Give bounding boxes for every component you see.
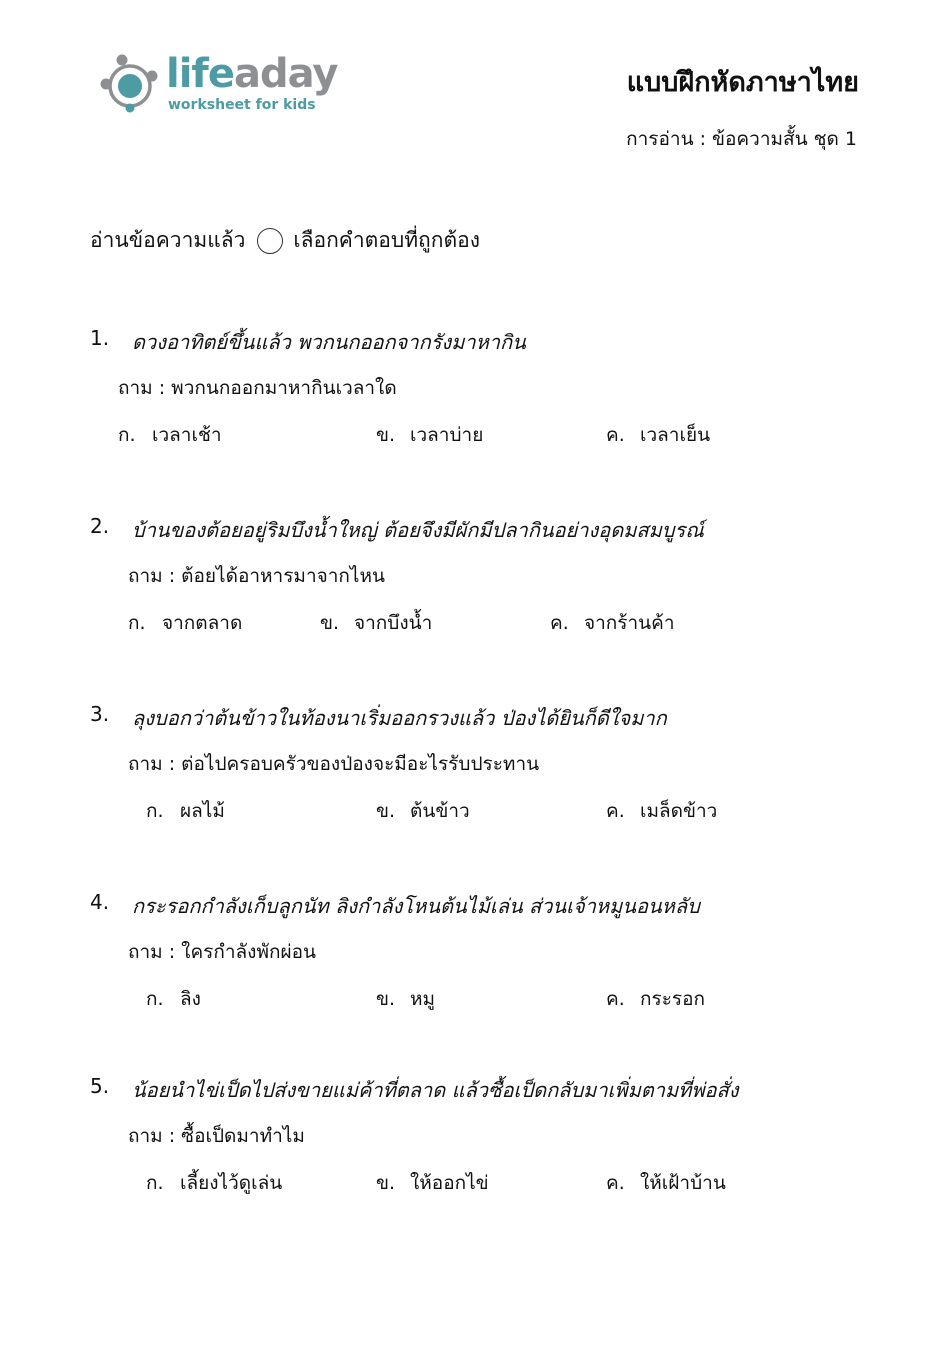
answer-choices <box>90 796 910 826</box>
question-ask: ถาม : ใครกำลังพักผ่อน <box>128 941 317 963</box>
choice-text: ให้เฝ้าบ้าน <box>640 1172 726 1194</box>
answer-choices <box>90 608 910 638</box>
question-ask: ถาม : พวกนกออกมาหากินเวลาใด <box>118 377 397 399</box>
choice-text: จากบึงน้ำ <box>354 612 433 634</box>
choice-letter: ก. <box>146 1172 164 1194</box>
choice-text: เมล็ดข้าว <box>640 800 718 822</box>
choice-text: เวลาเช้า <box>152 424 222 446</box>
choice-text: จากร้านค้า <box>584 612 675 634</box>
question-passage: บ้านของต้อยอยู่ริมบึงน้ำใหญ่ ต้อยจึงมีผักมีปลากินอย่างอุดมสมบูรณ์ <box>132 518 704 542</box>
question-passage: น้อยนำไข่เป็ดไปส่งขายแม่ค้าที่ตลาด แล้วซื้อเป็ดกลับมาเพิ่มตามที่พ่อสั่ง <box>132 1078 739 1102</box>
choice-letter: ข. <box>320 612 340 634</box>
question-header <box>90 514 910 544</box>
choice-letter: ก. <box>118 424 136 446</box>
choice-a[interactable] <box>118 420 222 450</box>
question-ask: ถาม : ต่อไปครอบครัวของป่องจะมีอะไรรับประทาน <box>128 753 540 775</box>
question-passage: กระรอกกำลังเก็บลูกนัท ลิงกำลังโหนต้นไม้เล่น ส่วนเจ้าหมูนอนหลับ <box>132 894 700 918</box>
choice-a[interactable] <box>146 796 225 826</box>
question-2 <box>90 514 910 634</box>
choice-c[interactable] <box>606 796 717 826</box>
choice-c[interactable] <box>606 984 705 1014</box>
choice-b[interactable] <box>376 1168 489 1198</box>
choice-c[interactable] <box>606 1168 726 1198</box>
question-header <box>90 1074 910 1104</box>
question-passage: ลุงบอกว่าต้นข้าวในท้องนาเริ่มออกรวงแล้ว ป่องได้ยินก็ดีใจมาก <box>132 706 667 730</box>
question-number: 3. <box>90 702 110 726</box>
choice-text: เวลาเย็น <box>640 424 711 446</box>
instruction <box>90 224 480 257</box>
question-number: 1. <box>90 326 110 350</box>
answer-choices <box>90 1168 910 1198</box>
instruction-text-after: เลือกคำตอบที่ถูกต้อง <box>293 228 480 252</box>
choice-letter: ค. <box>606 424 625 446</box>
question-5 <box>90 1074 910 1194</box>
question-number: 5. <box>90 1074 110 1098</box>
choice-a[interactable] <box>128 608 242 638</box>
question-number: 4. <box>90 890 110 914</box>
choice-letter: ค. <box>606 800 625 822</box>
choice-letter: ค. <box>606 988 625 1010</box>
answer-choices <box>90 420 910 450</box>
choice-a[interactable] <box>146 1168 282 1198</box>
choice-b[interactable] <box>376 420 483 450</box>
choice-text: หมู <box>410 988 436 1010</box>
choice-b[interactable] <box>376 796 470 826</box>
choice-a[interactable] <box>146 984 201 1014</box>
question-passage: ดวงอาทิตย์ขึ้นแล้ว พวกนกออกจากรังมาหากิน <box>132 330 526 354</box>
choice-text: กระรอก <box>640 988 706 1010</box>
choice-letter: ค. <box>606 1172 625 1194</box>
molecule-logo-icon <box>100 50 164 116</box>
question-header <box>90 702 910 732</box>
choice-text: ต้นข้าว <box>410 800 470 822</box>
answer-choices <box>90 984 910 1014</box>
choice-text: ให้ออกไข่ <box>410 1172 489 1194</box>
logo-word-part1: life <box>166 51 234 97</box>
choice-text: ผลไม้ <box>180 800 225 822</box>
instruction-text-before: อ่านข้อความแล้ว <box>90 228 246 252</box>
page-title: แบบฝึกหัดภาษาไทย <box>626 67 859 98</box>
question-1 <box>90 326 910 446</box>
choice-text: เลี้ยงไว้ดูเล่น <box>180 1172 283 1194</box>
question-header <box>90 326 910 356</box>
logo-tagline: worksheet for kids <box>168 97 316 113</box>
question-ask: ถาม : ซื้อเป็ดมาทำไม <box>128 1125 305 1147</box>
page-subtitle: การอ่าน : ข้อความสั้น ชุด 1 <box>626 128 857 150</box>
choice-text: จากตลาด <box>162 612 243 634</box>
choice-letter: ค. <box>550 612 569 634</box>
choice-c[interactable] <box>550 608 675 638</box>
choice-letter: ข. <box>376 424 396 446</box>
choice-text: ลิง <box>180 988 201 1010</box>
question-header <box>90 890 910 920</box>
choice-letter: ข. <box>376 1172 396 1194</box>
circle-mark-icon <box>257 228 283 254</box>
choice-b[interactable] <box>320 608 432 638</box>
logo-word-part2: aday <box>233 51 338 97</box>
choice-c[interactable] <box>606 420 710 450</box>
question-number: 2. <box>90 514 110 538</box>
choice-letter: ก. <box>146 800 164 822</box>
choice-letter: ก. <box>146 988 164 1010</box>
question-3 <box>90 702 910 822</box>
choice-letter: ข. <box>376 988 396 1010</box>
choice-letter: ข. <box>376 800 396 822</box>
choice-letter: ก. <box>128 612 146 634</box>
choice-text: เวลาบ่าย <box>410 424 484 446</box>
logo-wordmark <box>166 52 337 96</box>
lifeaday-logo <box>100 50 340 120</box>
question-4 <box>90 890 910 1010</box>
question-ask: ถาม : ต้อยได้อาหารมาจากไหน <box>128 565 386 587</box>
choice-b[interactable] <box>376 984 435 1014</box>
